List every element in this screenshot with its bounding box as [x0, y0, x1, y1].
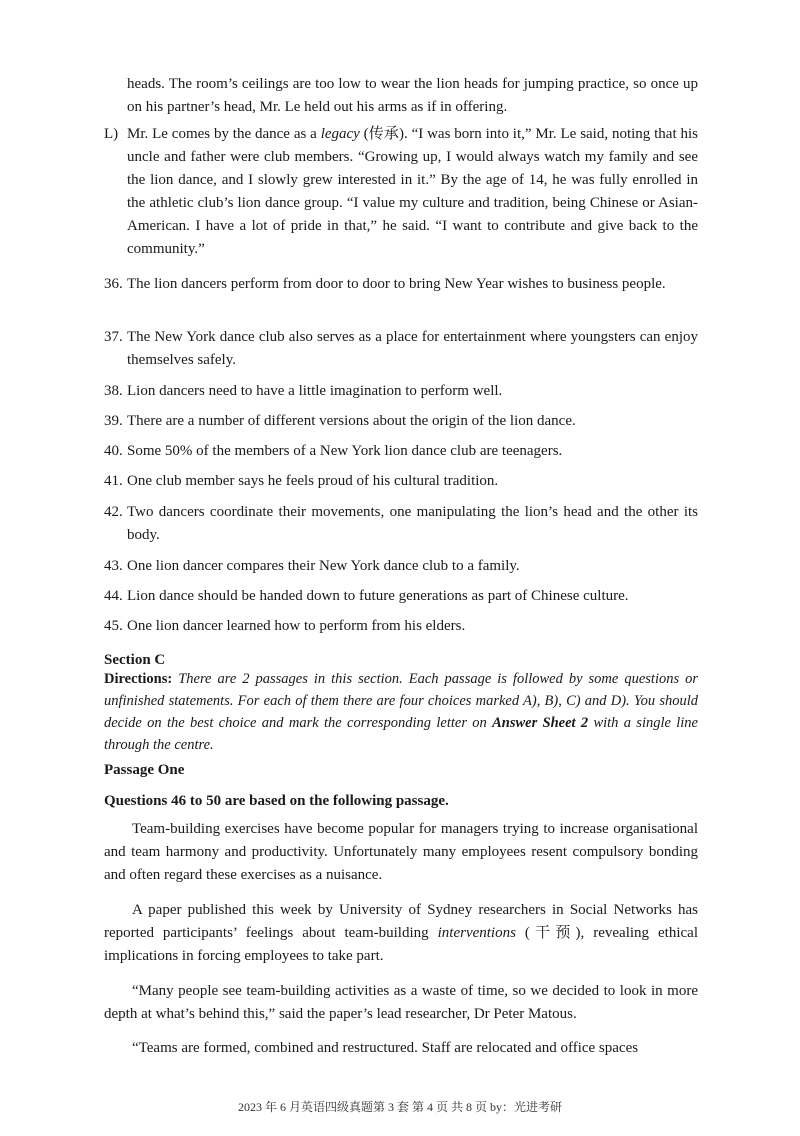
- passage-paragraph-1: Team-building exercises have become popular for managers trying to increase organisational and team harmony and productivity. Unfortunately many employees resent compulsory bonding and often regard these exercises as a nuisance.: [104, 821, 698, 883]
- passage-paragraph-2: [104, 899, 698, 968]
- passage-paragraph-4: “Teams are formed, combined and restructured. Staff are relocated and office spaces: [132, 1040, 639, 1056]
- statement-number: 38.: [104, 383, 123, 399]
- directions-text: There are 2 passages in this section. Each passage is followed by some questions or unfinished statements. For each of them there are four choices marked A), B), C) and D). You should decide on the best choice and mark the corresponding letter on: [104, 671, 698, 731]
- statement-text: Lion dance should be handed down to future generations as part of Chinese culture.: [127, 588, 629, 604]
- directions-label: Directions:: [104, 671, 173, 687]
- section-c-directions: [104, 668, 698, 756]
- statement-40: [104, 440, 698, 463]
- statement-text: Some 50% of the members of a New York lion dance club are teenagers.: [127, 443, 563, 459]
- statement-41: [104, 470, 698, 493]
- statement-number: 39.: [104, 413, 123, 429]
- statement-text: Lion dancers need to have a little imagination to perform well.: [127, 383, 503, 399]
- interventions-gloss: (干预): [515, 925, 581, 941]
- statement-number: 45.: [104, 618, 123, 634]
- statement-number: 37.: [104, 329, 123, 345]
- page-footer: 2023 年 6 月英语四级真题第 3 套 第 4 页 共 8 页 by：光进考研: [237, 1100, 562, 1114]
- statement-36: [104, 273, 698, 296]
- statement-text: One lion dancer learned how to perform from his elders.: [127, 618, 466, 634]
- statement-text: The lion dancers perform from door to door to bring New Year wishes to business people.: [127, 276, 666, 292]
- statement-number: 41.: [104, 473, 123, 489]
- statement-42: [104, 501, 698, 547]
- legacy-term: legacy: [320, 126, 360, 142]
- statement-text: There are a number of different versions about the origin of the lion dance.: [127, 413, 576, 429]
- section-c-title: Section C: [104, 652, 166, 668]
- statement-text: The New York dance club also serves as a place for entertainment where youngsters can enjoy themselves safely.: [127, 329, 698, 368]
- continuation-text: heads. The room’s ceilings are too low to wear the lion heads for jumping practice, so once up on his partner’s head, Mr. Le held out his arms as if in offering.: [127, 76, 698, 115]
- paragraph-2-text-end: , revealing ethical implications in forcing employees to take part.: [104, 925, 698, 964]
- continuation-paragraph: [127, 73, 698, 119]
- legacy-gloss: (传承).: [359, 126, 408, 142]
- statement-45: [104, 615, 698, 638]
- statement-39: [104, 410, 698, 433]
- statement-number: 43.: [104, 558, 123, 574]
- statement-text: One lion dancer compares their New York dance club to a family.: [127, 558, 520, 574]
- statement-text: Two dancers coordinate their movements, one manipulating the lion’s head and the other its body.: [127, 504, 698, 543]
- passage-one-title: Passage One: [104, 762, 185, 778]
- paragraph-l-body: [127, 123, 698, 261]
- directions-text-end: with a single line through the centre.: [104, 715, 698, 753]
- paragraph-l: [104, 123, 698, 261]
- statement-37: [104, 326, 698, 372]
- paragraph-label: L): [104, 126, 119, 142]
- paragraph-l-text-post: “I was born into it,” Mr. Le said, noting that his uncle and father were club members. “Growing up, I would always watch my family and see the lion dance, and I slowly grew interested in it.” By the age of 14, he was fully enrolled in the athletic club’s lion dance group. “I value my culture and tradition, being Chinese or Asian-American. I have a lot of pride in that,” he said. “I want to contribute and give back to the community.”: [127, 126, 698, 257]
- statement-number: 36.: [104, 276, 123, 292]
- statement-number: 44.: [104, 588, 123, 604]
- paragraph-2-text: A paper published this week by University of Sydney researchers in Social Networks has reported participants’ feelings about team-building: [104, 902, 698, 941]
- paragraph-l-text-pre: Mr. Le comes by the dance as a: [127, 126, 321, 142]
- answer-sheet-label: Answer Sheet 2: [492, 715, 589, 731]
- statement-number: 42.: [104, 504, 123, 520]
- statement-38: [104, 380, 698, 403]
- statement-number: 40.: [104, 443, 123, 459]
- statement-43: [104, 555, 698, 578]
- questions-heading: Questions 46 to 50 are based on the following passage.: [104, 793, 449, 809]
- interventions-term: interventions: [437, 925, 516, 941]
- statement-text: One club member says he feels proud of his cultural tradition.: [127, 473, 499, 489]
- passage-paragraph-3: “Many people see team-building activities as a waste of time, so we decided to look in more depth at what’s behind this,” said the paper’s lead researcher, Dr Peter Matous.: [104, 983, 698, 1022]
- statement-44: [104, 585, 698, 608]
